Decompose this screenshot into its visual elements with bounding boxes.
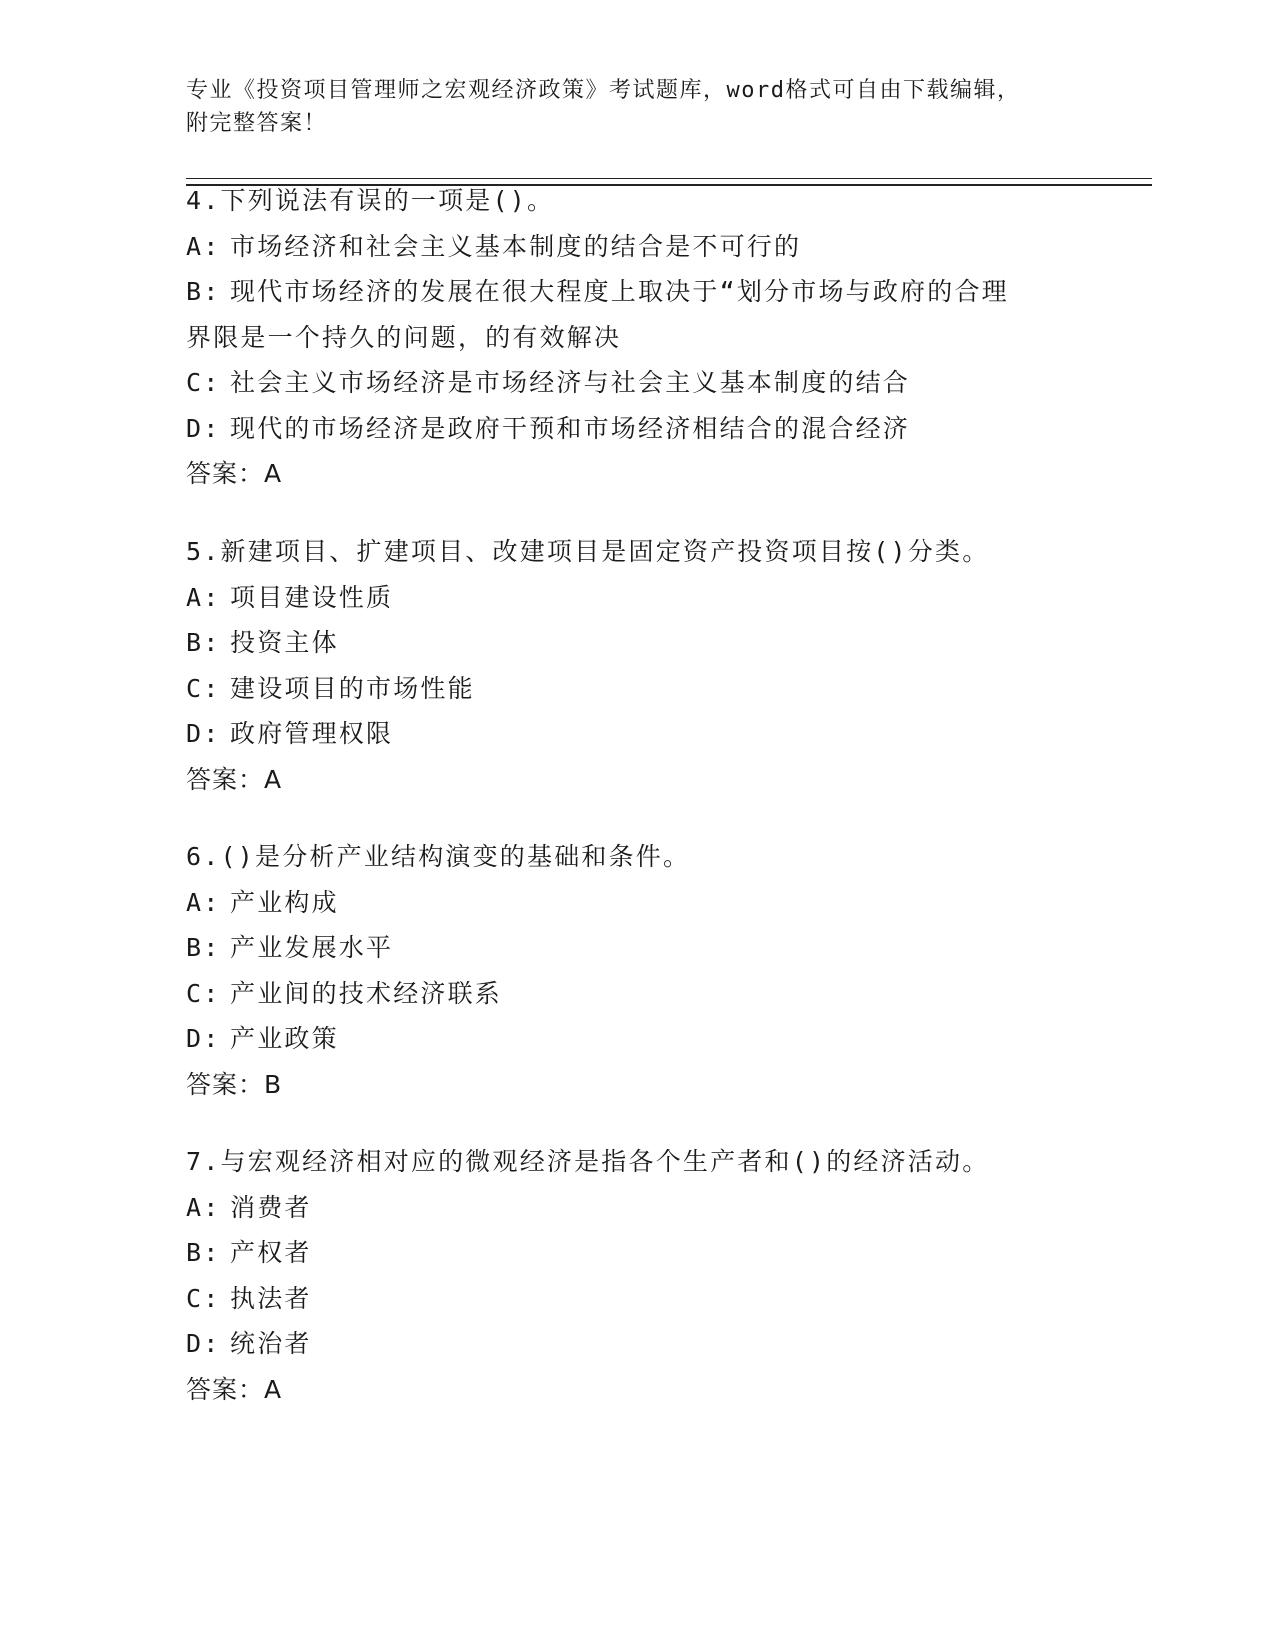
option-b bbox=[186, 925, 1086, 971]
option-letter: C: bbox=[186, 673, 221, 703]
option-letter: C: bbox=[186, 978, 221, 1008]
option-text: 产业发展水平 bbox=[230, 933, 394, 962]
question-7 bbox=[186, 1139, 1086, 1412]
option-b-continued: 界限是一个持久的问题，的有效解决 bbox=[186, 322, 622, 352]
option-c bbox=[186, 360, 1086, 406]
header-line-2: 附完整答案！ bbox=[186, 111, 328, 136]
question-6 bbox=[186, 834, 1086, 1107]
option-text: 现代市场经济的发展在很大程度上取决于“划分市场与政府的合理 bbox=[230, 277, 1009, 306]
option-text: 产业政策 bbox=[230, 1024, 339, 1053]
option-letter: B: bbox=[186, 277, 221, 306]
option-b bbox=[186, 269, 1086, 315]
option-letter: B: bbox=[186, 1238, 221, 1267]
option-text: 市场经济和社会主义基本制度的结合是不可行的 bbox=[230, 231, 802, 261]
answer-line: 答案：B bbox=[186, 1069, 283, 1099]
option-letter: B: bbox=[186, 628, 221, 657]
option-letter: B: bbox=[186, 933, 221, 962]
header-line-1: 专业《投资项目管理师之宏观经济政策》考试题库，word格式可自由下载编辑， bbox=[186, 78, 1021, 103]
option-letter: D: bbox=[186, 1024, 221, 1053]
option-text: 政府管理权限 bbox=[230, 719, 394, 748]
option-b bbox=[186, 620, 1086, 666]
option-letter: D: bbox=[186, 719, 221, 748]
option-letter: A: bbox=[186, 1192, 221, 1222]
question-stem: 6.()是分析产业结构演变的基础和条件。 bbox=[186, 842, 691, 871]
option-text: 产业间的技术经济联系 bbox=[230, 978, 503, 1008]
option-letter: A: bbox=[186, 582, 221, 612]
answer-line: 答案：A bbox=[186, 764, 283, 794]
option-b bbox=[186, 1230, 1086, 1276]
option-letter: A: bbox=[186, 887, 221, 917]
answer-line: 答案：A bbox=[186, 1374, 283, 1404]
option-a bbox=[186, 575, 1086, 621]
question-stem: 7.与宏观经济相对应的微观经济是指各个生产者和()的经济活动。 bbox=[186, 1147, 990, 1176]
option-text: 社会主义市场经济是市场经济与社会主义基本制度的结合 bbox=[230, 368, 911, 397]
option-letter: D: bbox=[186, 413, 221, 443]
option-c bbox=[186, 1276, 1086, 1322]
option-d bbox=[186, 406, 1086, 452]
option-letter: A: bbox=[186, 231, 221, 261]
option-a bbox=[186, 224, 1086, 270]
option-a bbox=[186, 1185, 1086, 1231]
question-5 bbox=[186, 529, 1086, 802]
question-stem: 4.下列说法有误的一项是()。 bbox=[186, 186, 555, 215]
question-stem: 5.新建项目、扩建项目、改建项目是固定资产投资项目按()分类。 bbox=[186, 537, 990, 566]
option-a bbox=[186, 880, 1086, 926]
option-text: 项目建设性质 bbox=[230, 582, 394, 612]
option-c bbox=[186, 971, 1086, 1017]
option-c bbox=[186, 666, 1086, 712]
option-text: 执法者 bbox=[230, 1283, 312, 1313]
document-header bbox=[186, 74, 1066, 140]
option-text: 产业构成 bbox=[230, 887, 339, 917]
option-text: 建设项目的市场性能 bbox=[230, 673, 475, 703]
option-letter: D: bbox=[186, 1329, 221, 1358]
option-d bbox=[186, 1321, 1086, 1367]
option-letter: C: bbox=[186, 1283, 221, 1313]
option-text: 统治者 bbox=[230, 1329, 312, 1358]
option-text: 现代的市场经济是政府干预和市场经济相结合的混合经济 bbox=[230, 413, 911, 443]
option-d bbox=[186, 711, 1086, 757]
option-text: 投资主体 bbox=[230, 628, 339, 657]
option-d bbox=[186, 1016, 1086, 1062]
answer-line: 答案：A bbox=[186, 459, 283, 488]
option-letter: C: bbox=[186, 368, 221, 397]
question-4 bbox=[186, 178, 1086, 497]
option-text: 消费者 bbox=[230, 1192, 312, 1222]
option-text: 产权者 bbox=[230, 1238, 312, 1267]
